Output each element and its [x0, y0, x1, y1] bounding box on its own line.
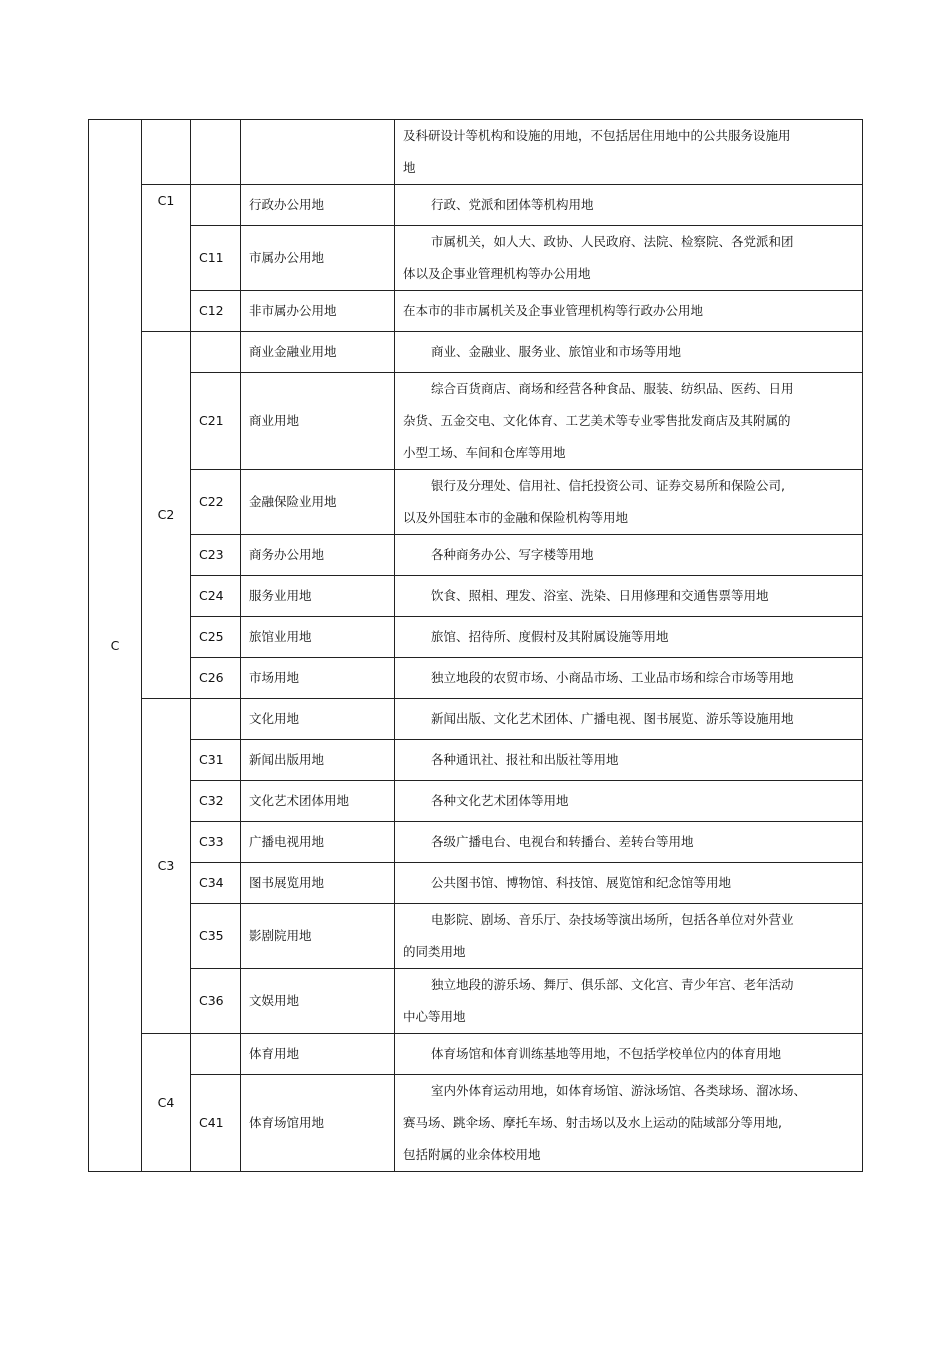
description-line	[403, 621, 854, 653]
description-line	[403, 580, 854, 612]
description-line	[403, 226, 854, 258]
description-text: 小型工场、车间和仓库等用地	[403, 445, 566, 460]
description-line	[403, 1075, 854, 1107]
description-text: 新闻出版、文化艺术团体、广播电视、图书展览、游乐等设施用地	[431, 711, 794, 726]
category-description	[395, 822, 863, 863]
sub-category-code	[191, 332, 241, 373]
category-description	[395, 969, 863, 1034]
description-text: 各种商务办公、写字楼等用地	[431, 547, 594, 562]
category-name: 市场用地	[241, 658, 395, 699]
table-row	[89, 740, 863, 781]
description-text: 饮食、照相、理发、浴室、洗染、日用修理和交通售票等用地	[431, 588, 769, 603]
category-description	[395, 373, 863, 470]
category-description	[395, 658, 863, 699]
description-text: 电影院、剧场、音乐厅、杂技场等演出场所，包括各单位对外营业	[431, 912, 794, 927]
category-name: 广播电视用地	[241, 822, 395, 863]
sub-category-code: C21	[191, 373, 241, 470]
description-line	[403, 258, 854, 290]
description-text: 杂货、五金交电、文化体育、工艺美术等专业零售批发商店及其附属的	[403, 413, 791, 428]
sub-category-code: C24	[191, 576, 241, 617]
description-line	[403, 1139, 854, 1171]
sub-category-code: C32	[191, 781, 241, 822]
description-line	[403, 295, 854, 327]
description-line	[403, 969, 854, 1001]
table-row	[89, 699, 863, 740]
sub-category-code: C26	[191, 658, 241, 699]
description-text: 的同类用地	[403, 944, 466, 959]
description-text: 室内外体育运动用地，如体育场馆、游泳场馆、各类球场、溜冰场、	[431, 1083, 807, 1098]
category-name: 文娱用地	[241, 969, 395, 1034]
category-name: 体育场馆用地	[241, 1075, 395, 1172]
category-name: 服务业用地	[241, 576, 395, 617]
category-description	[395, 332, 863, 373]
category-description	[395, 1034, 863, 1075]
description-line	[403, 744, 854, 776]
category-name: 商业金融业用地	[241, 332, 395, 373]
table-row	[89, 120, 863, 185]
table-row	[89, 226, 863, 291]
table-row	[89, 904, 863, 969]
description-text: 综合百货商店、商场和经营各种食品、服装、纺织品、医药、日用	[431, 381, 794, 396]
description-line	[403, 539, 854, 571]
description-line	[403, 189, 854, 221]
major-category-code: C	[89, 120, 142, 1172]
table-row	[89, 1075, 863, 1172]
description-text: 及科研设计等机构和设施的用地，不包括居住用地中的公共服务设施用	[403, 128, 791, 143]
description-text: 体育场馆和体育训练基地等用地，不包括学校单位内的体育用地	[431, 1046, 782, 1061]
table-body	[89, 120, 863, 1172]
category-name: 商务办公用地	[241, 535, 395, 576]
category-description	[395, 904, 863, 969]
category-description	[395, 470, 863, 535]
category-description	[395, 699, 863, 740]
description-line	[403, 904, 854, 936]
table-row	[89, 185, 863, 226]
description-line	[403, 1001, 854, 1033]
description-line	[403, 785, 854, 817]
description-text: 包括附属的业余体校用地	[403, 1147, 541, 1162]
description-line	[403, 405, 854, 437]
description-text: 银行及分理处、信用社、信托投资公司、证券交易所和保险公司,	[431, 478, 785, 493]
table-row	[89, 576, 863, 617]
description-line	[403, 662, 854, 694]
description-line	[403, 703, 854, 735]
table-row	[89, 470, 863, 535]
sub-category-code: C11	[191, 226, 241, 291]
sub-category-code: C33	[191, 822, 241, 863]
description-text: 在本市的非市属机关及企事业管理机构等行政办公用地	[403, 303, 704, 318]
category-name	[241, 120, 395, 185]
description-text: 公共图书馆、博物馆、科技馆、展览馆和纪念馆等用地	[431, 875, 732, 890]
category-name: 新闻出版用地	[241, 740, 395, 781]
category-name: 文化用地	[241, 699, 395, 740]
category-name: 商业用地	[241, 373, 395, 470]
category-name: 体育用地	[241, 1034, 395, 1075]
sub-category-code: C41	[191, 1075, 241, 1172]
mid-category-code: C1	[142, 185, 191, 332]
sub-category-code: C22	[191, 470, 241, 535]
sub-category-code: C12	[191, 291, 241, 332]
sub-category-code	[191, 1034, 241, 1075]
sub-category-code: C34	[191, 863, 241, 904]
sub-category-code	[191, 120, 241, 185]
description-line	[403, 336, 854, 368]
category-description	[395, 863, 863, 904]
table-row	[89, 373, 863, 470]
table-row	[89, 969, 863, 1034]
category-name: 影剧院用地	[241, 904, 395, 969]
mid-category-code: C2	[142, 332, 191, 699]
description-line	[403, 1107, 854, 1139]
category-description	[395, 291, 863, 332]
description-line	[403, 1038, 854, 1070]
category-name: 非市属办公用地	[241, 291, 395, 332]
sub-category-code	[191, 185, 241, 226]
description-line	[403, 373, 854, 405]
table-row	[89, 617, 863, 658]
category-description	[395, 576, 863, 617]
description-line	[403, 936, 854, 968]
category-name: 行政办公用地	[241, 185, 395, 226]
category-description	[395, 781, 863, 822]
table-row	[89, 332, 863, 373]
table-row	[89, 535, 863, 576]
table-row	[89, 658, 863, 699]
table-row	[89, 1034, 863, 1075]
table-row	[89, 291, 863, 332]
category-description	[395, 617, 863, 658]
category-description	[395, 226, 863, 291]
description-text: 中心等用地	[403, 1009, 466, 1024]
mid-category-code: C3	[142, 699, 191, 1034]
category-name: 市属办公用地	[241, 226, 395, 291]
description-line	[403, 120, 854, 152]
description-text: 以及外国驻本市的金融和保险机构等用地	[403, 510, 629, 525]
description-line	[403, 470, 854, 502]
sub-category-code: C23	[191, 535, 241, 576]
category-name: 旅馆业用地	[241, 617, 395, 658]
description-text: 各级广播电台、电视台和转播台、差转台等用地	[431, 834, 694, 849]
table-row	[89, 822, 863, 863]
description-text: 各种文化艺术团体等用地	[431, 793, 569, 808]
mid-category-code	[142, 120, 191, 185]
description-line	[403, 867, 854, 899]
sub-category-code	[191, 699, 241, 740]
description-line	[403, 502, 854, 534]
table-row	[89, 863, 863, 904]
category-description	[395, 1075, 863, 1172]
description-text: 独立地段的农贸市场、小商品市场、工业品市场和综合市场等用地	[431, 670, 794, 685]
table-row	[89, 781, 863, 822]
description-line	[403, 152, 854, 184]
description-text: 独立地段的游乐场、舞厅、俱乐部、文化宫、青少年宫、老年活动	[431, 977, 794, 992]
description-line	[403, 437, 854, 469]
description-text: 商业、金融业、服务业、旅馆业和市场等用地	[431, 344, 682, 359]
category-description	[395, 740, 863, 781]
description-text: 体以及企事业管理机构等办公用地	[403, 266, 591, 281]
description-text: 旅馆、招待所、度假村及其附属设施等用地	[431, 629, 669, 644]
description-text: 赛马场、跳伞场、摩托车场、射击场以及水上运动的陆域部分等用地,	[403, 1115, 782, 1130]
mid-category-code: C4	[142, 1034, 191, 1172]
sub-category-code: C25	[191, 617, 241, 658]
category-description	[395, 120, 863, 185]
category-description	[395, 535, 863, 576]
category-name: 图书展览用地	[241, 863, 395, 904]
description-line	[403, 826, 854, 858]
category-name: 金融保险业用地	[241, 470, 395, 535]
land-use-table	[88, 119, 863, 1172]
sub-category-code: C36	[191, 969, 241, 1034]
sub-category-code: C35	[191, 904, 241, 969]
sub-category-code: C31	[191, 740, 241, 781]
category-name: 文化艺术团体用地	[241, 781, 395, 822]
category-description	[395, 185, 863, 226]
description-text: 行政、党派和团体等机构用地	[431, 197, 594, 212]
description-text: 各种通讯社、报社和出版社等用地	[431, 752, 619, 767]
description-text: 地	[403, 160, 416, 175]
description-text: 市属机关，如人大、政协、人民政府、法院、检察院、各党派和团	[431, 234, 794, 249]
